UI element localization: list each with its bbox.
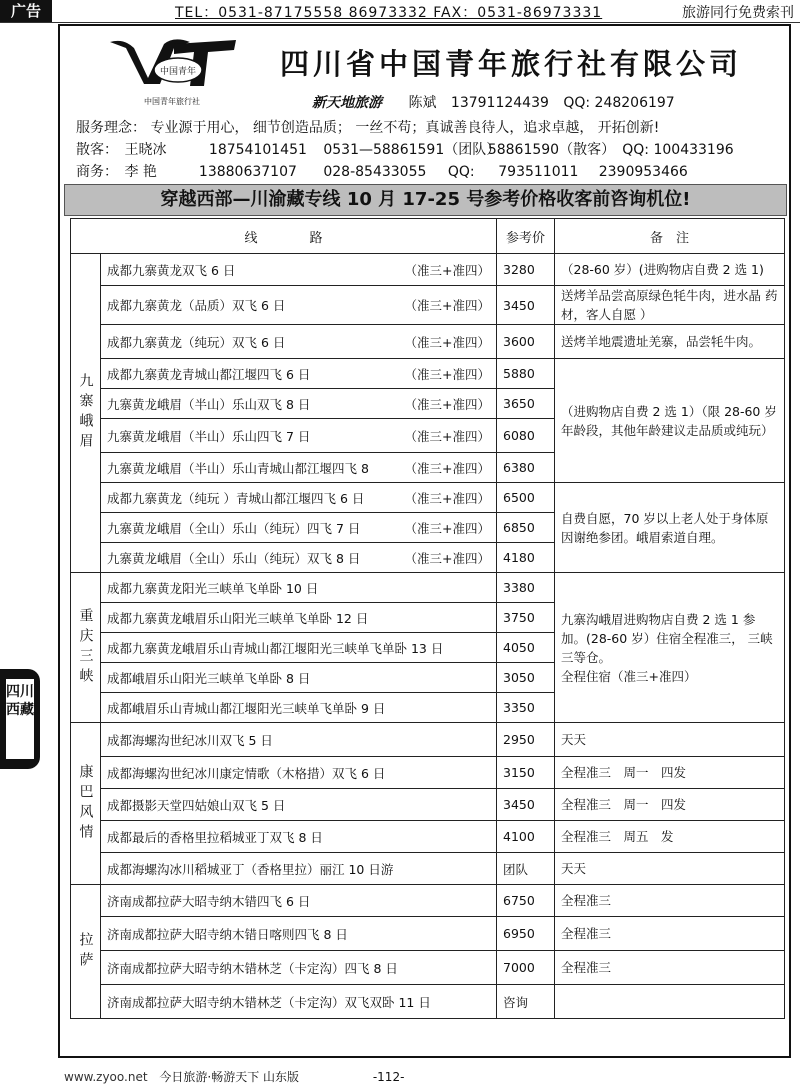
table-row bbox=[71, 254, 785, 286]
note-cell: 送烤羊地震遗址羌寨，品尝牦牛肉。 bbox=[555, 325, 785, 359]
business-label: 商务： bbox=[76, 164, 118, 180]
route-name: 成都海螺沟世纪冰川双飞 5 日 bbox=[107, 732, 273, 748]
route-cell bbox=[101, 573, 497, 603]
price-cell: 6080 bbox=[497, 419, 555, 453]
page-number: -112- bbox=[372, 1070, 405, 1084]
route-name: 济南成都拉萨大昭寺纳木错林芝（卡定沟）四飞 8 日 bbox=[107, 960, 398, 976]
svg-text:中国青年旅行社: 中国青年旅行社 bbox=[144, 97, 200, 106]
hotel-class: （准三+准四） bbox=[404, 366, 491, 382]
route-name: 成都九寨黄龙（纯玩 ）青城山都江堰四飞 6 日 bbox=[107, 490, 365, 506]
footer-site: www.zyoo.net bbox=[64, 1070, 148, 1084]
route-name: 九寨黄龙峨眉（半山）乐山双飞 8 日 bbox=[107, 396, 311, 412]
route-name: 九寨黄龙峨眉（全山）乐山（纯玩）四飞 7 日 bbox=[107, 520, 361, 536]
business-qq-1: 793511011 bbox=[498, 164, 579, 180]
price-cell: 6850 bbox=[497, 513, 555, 543]
route-name: 成都九寨黄龙峨眉乐山青城山都江堰阳光三峡单飞单卧 13 日 bbox=[107, 640, 444, 656]
price-cell: 7000 bbox=[497, 951, 555, 985]
route-cell bbox=[101, 325, 497, 359]
price-cell: 4100 bbox=[497, 821, 555, 853]
hotel-class: （准三+准四） bbox=[404, 334, 491, 350]
company-name: 四川省中国青年旅行社有限公司 bbox=[280, 47, 743, 81]
table-row bbox=[71, 359, 785, 389]
side-section-label: 四川西藏 bbox=[6, 679, 34, 759]
route-cell bbox=[101, 389, 497, 419]
divider bbox=[0, 22, 800, 23]
route-cell bbox=[101, 603, 497, 633]
price-cell: 3650 bbox=[497, 389, 555, 419]
ad-tag: 广告 bbox=[0, 0, 52, 22]
col-header-note: 备 注 bbox=[555, 219, 785, 254]
hotel-class: （准三+准四） bbox=[404, 490, 491, 506]
price-cell: 2950 bbox=[497, 723, 555, 757]
route-name: 九寨黄龙峨眉（全山）乐山（纯玩）双飞 8 日 bbox=[107, 550, 361, 566]
table-row bbox=[71, 853, 785, 885]
headline-banner: 穿越西部—川渝藏专线 10 月 17-25 号参考价格收客前咨询机位! bbox=[64, 184, 787, 216]
footer-slogan: 今日旅游·畅游天下 山东版 bbox=[159, 1070, 300, 1084]
price-cell: 6950 bbox=[497, 917, 555, 951]
table-row bbox=[71, 483, 785, 513]
route-cell bbox=[101, 543, 497, 573]
price-cell: 团队 bbox=[497, 853, 555, 885]
route-name: 成都摄影天堂四姑娘山双飞 5 日 bbox=[107, 797, 286, 813]
note-cell: 九寨沟峨眉进购物店自费 2 选 1 参加。(28-60 岁）住宿全程准三， 三峡三等仓。 全程住宿（准三+准四） bbox=[555, 573, 785, 723]
price-cell: 3600 bbox=[497, 325, 555, 359]
table-row bbox=[71, 951, 785, 985]
route-cell bbox=[101, 693, 497, 723]
hotel-class: （准三+准四） bbox=[404, 460, 491, 476]
table-row bbox=[71, 821, 785, 853]
route-cell bbox=[101, 419, 497, 453]
col-header-price: 参考价 bbox=[497, 219, 555, 254]
business-contacts bbox=[76, 161, 688, 181]
note-cell bbox=[555, 985, 785, 1019]
price-table bbox=[70, 218, 785, 1019]
price-cell: 6750 bbox=[497, 885, 555, 917]
service-philosophy: 服务理念： 专业源于用心， 细节创造品质； 一丝不苟；真诚善良待人，追求卓越， 开拓创新! bbox=[76, 120, 660, 136]
retail-phone: 18754101451 bbox=[208, 142, 307, 158]
route-cell bbox=[101, 985, 497, 1019]
route-name: 九寨黄龙峨眉（半山）乐山四飞 7 日 bbox=[107, 428, 311, 444]
contact-qq: QQ: 248206197 bbox=[563, 95, 675, 111]
table-body bbox=[71, 254, 785, 1019]
route-name: 成都海螺沟世纪冰川康定情歌（木格措）双飞 6 日 bbox=[107, 765, 386, 781]
note-cell: 天天 bbox=[555, 853, 785, 885]
business-name: 李 艳 bbox=[124, 164, 157, 180]
price-cell: 3280 bbox=[497, 254, 555, 286]
price-cell: 6500 bbox=[497, 483, 555, 513]
price-cell: 6380 bbox=[497, 453, 555, 483]
route-cell bbox=[101, 663, 497, 693]
retail-qq: QQ: 100433196 bbox=[622, 142, 734, 158]
footer bbox=[64, 1068, 404, 1085]
route-cell bbox=[101, 853, 497, 885]
note-cell: 送烤羊品尝高原绿色牦牛肉，进水晶 药材，客人自愿 ） bbox=[555, 286, 785, 325]
route-cell bbox=[101, 951, 497, 985]
note-cell: 天天 bbox=[555, 723, 785, 757]
price-cell: 3350 bbox=[497, 693, 555, 723]
route-name: 成都海螺沟冰川稻城亚丁（香格里拉）丽江 10 日游 bbox=[107, 861, 394, 877]
route-cell bbox=[101, 453, 497, 483]
table-row bbox=[71, 885, 785, 917]
table-row bbox=[71, 917, 785, 951]
route-name: 成都九寨黄龙双飞 6 日 bbox=[107, 262, 236, 278]
svg-text:中国青年: 中国青年 bbox=[159, 67, 197, 77]
company-logo bbox=[104, 34, 240, 106]
route-cell bbox=[101, 885, 497, 917]
route-cell bbox=[101, 483, 497, 513]
route-cell bbox=[101, 789, 497, 821]
hotel-class: （准三+准四） bbox=[404, 262, 491, 278]
category-cell: 重庆三峡 bbox=[71, 573, 101, 723]
hotel-class: （准三+准四） bbox=[404, 428, 491, 444]
route-cell bbox=[101, 254, 497, 286]
price-cell: 4180 bbox=[497, 543, 555, 573]
business-qq-label: QQ: bbox=[447, 164, 475, 180]
route-cell bbox=[101, 513, 497, 543]
business-phone: 13880637107 bbox=[198, 164, 297, 180]
retail-tel-group: 0531—58861591（团队） bbox=[323, 142, 501, 158]
note-cell: 全程准三 bbox=[555, 917, 785, 951]
category-cell: 拉萨 bbox=[71, 885, 101, 1019]
retail-name: 王晓冰 bbox=[124, 142, 167, 158]
side-section-tab bbox=[0, 669, 40, 769]
route-name: 成都峨眉乐山阳光三峡单飞单卧 8 日 bbox=[107, 670, 311, 686]
header-contact: TEL：0531-87175558 86973332 FAX：0531-86973331 bbox=[175, 5, 603, 21]
route-name: 济南成都拉萨大昭寺纳木错日喀则四飞 8 日 bbox=[107, 926, 348, 942]
contact-name: 陈斌 bbox=[408, 95, 437, 111]
contact-phone: 13791124439 bbox=[450, 95, 549, 111]
hotel-class: （准三+准四） bbox=[404, 550, 491, 566]
route-cell bbox=[101, 286, 497, 325]
note-cell: 全程准三 bbox=[555, 885, 785, 917]
route-name: 济南成都拉萨大昭寺纳木错林芝（卡定沟）双飞双卧 11 日 bbox=[107, 994, 431, 1010]
hotel-class: （准三+准四） bbox=[404, 520, 491, 536]
note-cell: 全程准三 周一 四发 bbox=[555, 789, 785, 821]
note-cell: 全程准三 周五 发 bbox=[555, 821, 785, 853]
price-cell: 3380 bbox=[497, 573, 555, 603]
top-bar bbox=[0, 0, 800, 22]
hotel-class: （准三+准四） bbox=[404, 396, 491, 412]
retail-tel-retail: 58861590（散客） bbox=[487, 142, 616, 158]
route-cell bbox=[101, 917, 497, 951]
category-cell: 康巴风情 bbox=[71, 723, 101, 885]
table-row bbox=[71, 985, 785, 1019]
retail-label: 散客： bbox=[76, 142, 118, 158]
route-name: 成都九寨黄龙（纯玩）双飞 6 日 bbox=[107, 334, 286, 350]
route-name: 济南成都拉萨大昭寺纳木错四飞 6 日 bbox=[107, 893, 311, 909]
route-name: 成都九寨黄龙（品质）双飞 6 日 bbox=[107, 298, 286, 313]
route-name: 九寨黄龙峨眉（半山）乐山青城山都江堰四飞 8 bbox=[107, 460, 369, 476]
note-cell: 自费自愿，70 岁以上老人处于身体原因谢绝参团。峨眉索道自理。 bbox=[555, 483, 785, 573]
note-cell: （28-60 岁）(进购物店自费 2 选 1) bbox=[555, 254, 785, 286]
price-cell: 3450 bbox=[497, 789, 555, 821]
price-cell: 3750 bbox=[497, 603, 555, 633]
note-cell: 全程准三 bbox=[555, 951, 785, 985]
price-cell: 3050 bbox=[497, 663, 555, 693]
price-cell: 5880 bbox=[497, 359, 555, 389]
route-name: 成都九寨黄龙青城山都江堰四飞 6 日 bbox=[107, 366, 311, 382]
route-cell bbox=[101, 359, 497, 389]
price-cell: 3150 bbox=[497, 757, 555, 789]
route-name: 成都最后的香格里拉稻城亚丁双飞 8 日 bbox=[107, 829, 323, 845]
note-cell: 全程准三 周一 四发 bbox=[555, 757, 785, 789]
table-row bbox=[71, 757, 785, 789]
route-name: 成都九寨黄龙峨眉乐山阳光三峡单飞单卧 12 日 bbox=[107, 610, 369, 626]
contact-line bbox=[312, 92, 685, 112]
price-cell: 4050 bbox=[497, 633, 555, 663]
header-right-text: 旅游同行免费索刊 bbox=[682, 5, 794, 21]
route-cell bbox=[101, 757, 497, 789]
retail-contacts bbox=[76, 139, 734, 159]
table-row bbox=[71, 286, 785, 325]
price-cell: 3450 bbox=[497, 286, 555, 325]
route-cell bbox=[101, 633, 497, 663]
col-header-route: 线 路 bbox=[71, 219, 497, 254]
route-cell bbox=[101, 821, 497, 853]
table-row bbox=[71, 723, 785, 757]
business-qq-2: 2390953466 bbox=[598, 164, 688, 180]
price-cell: 咨询 bbox=[497, 985, 555, 1019]
route-name: 成都九寨黄龙阳光三峡单飞单卧 10 日 bbox=[107, 580, 319, 596]
hotel-class: （准三+准四） bbox=[404, 298, 491, 313]
table-row bbox=[71, 789, 785, 821]
table-row bbox=[71, 325, 785, 359]
table-header-row bbox=[71, 219, 785, 254]
category-cell: 九寨峨眉 bbox=[71, 254, 101, 573]
business-tel: 028-85433055 bbox=[323, 164, 427, 180]
route-name: 成都峨眉乐山青城山都江堰阳光三峡单飞单卧 9 日 bbox=[107, 700, 386, 716]
table-row bbox=[71, 573, 785, 603]
brand-name: 新天地旅游 bbox=[312, 95, 382, 111]
route-cell bbox=[101, 723, 497, 757]
note-cell: （进购物店自费 2 选 1）（限 28-60 岁年龄段，其他年龄建议走品质或纯玩） bbox=[555, 359, 785, 483]
